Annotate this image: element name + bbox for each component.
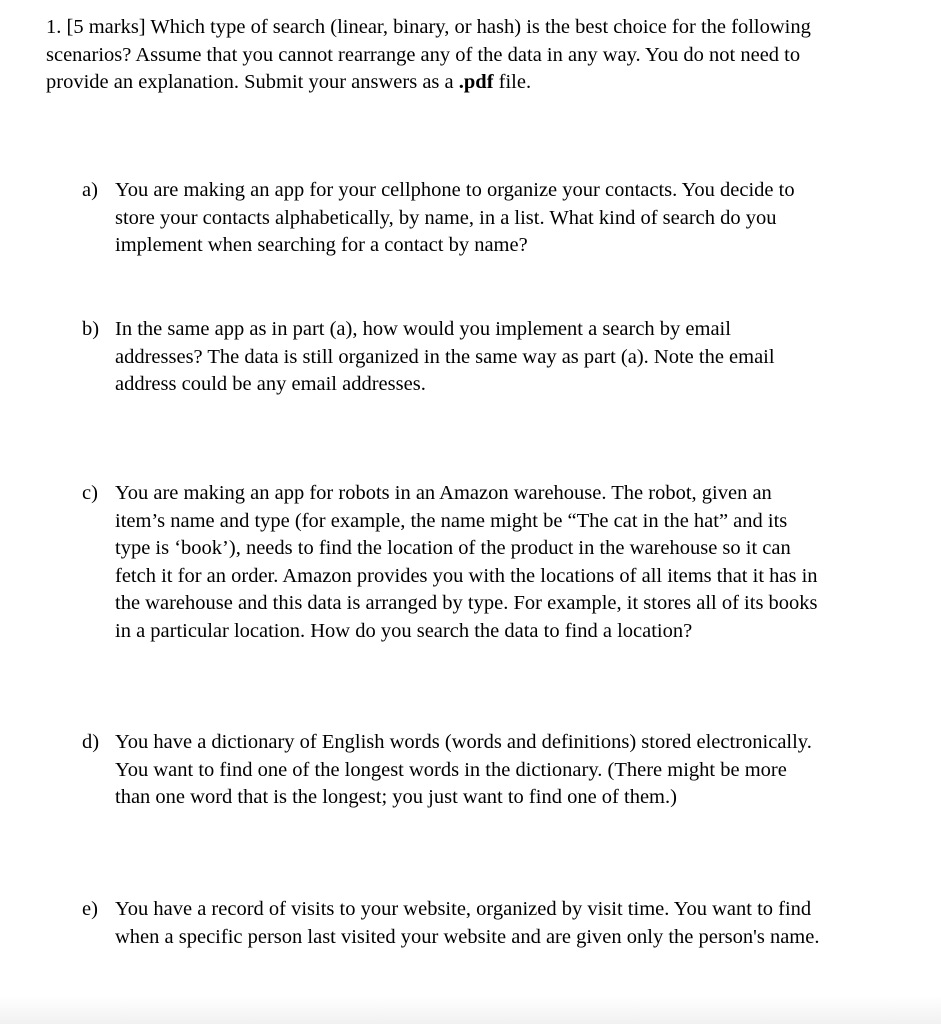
part-a-text: You are making an app for your cellphone to organize your contacts. You decide to store your contacts alphabetically, by name, in a list. What kind of search do you implement when searching for a contact by name?: [115, 179, 795, 256]
page-bottom-edge: [0, 996, 941, 1024]
part-b-letter: b): [82, 318, 100, 340]
question-bold-filetype: .pdf: [458, 71, 494, 93]
question-text: 1. [5 marks] Which type of search (linear, binary, or hash) is the best choice for the following scenarios? Assume that you cannot rearrange any of the data in any way. You do not need to provide an explanation. Submit your answers as a: [46, 16, 811, 93]
question-prompt: [46, 14, 816, 97]
part-a-letter: a): [82, 179, 98, 201]
part-d-letter: d): [82, 731, 100, 753]
part-e-text: You have a record of visits to your website, organized by visit time. You want to find when a specific person last visited your website and are given only the person's name.: [115, 898, 820, 948]
part-d-text: You have a dictionary of English words (words and definitions) stored electronically. You want to find one of the longest words in the dictionary. (There might be more than one word that is the longest; you just want to find one of them.): [115, 731, 812, 808]
question-text-end: file.: [493, 71, 532, 93]
part-c-text: You are making an app for robots in an Amazon warehouse. The robot, given an item’s name and type (for example, the name might be “The cat in the hat” and its type is ‘book’), needs to find the location of the product in the warehouse so it can fetch it for an order. Amazon provides you with the locations of all items that it has in the warehouse and this data is arranged by type. For example, it stores all of its books in a particular location. How do you search the data to find a location?: [115, 482, 818, 642]
part-c-letter: c): [82, 482, 98, 504]
part-e-letter: e): [82, 898, 98, 920]
part-b-text: In the same app as in part (a), how would you implement a search by email addresses? The data is still organized in the same way as part (a). Note the email address could be any email addresses.: [115, 318, 775, 395]
